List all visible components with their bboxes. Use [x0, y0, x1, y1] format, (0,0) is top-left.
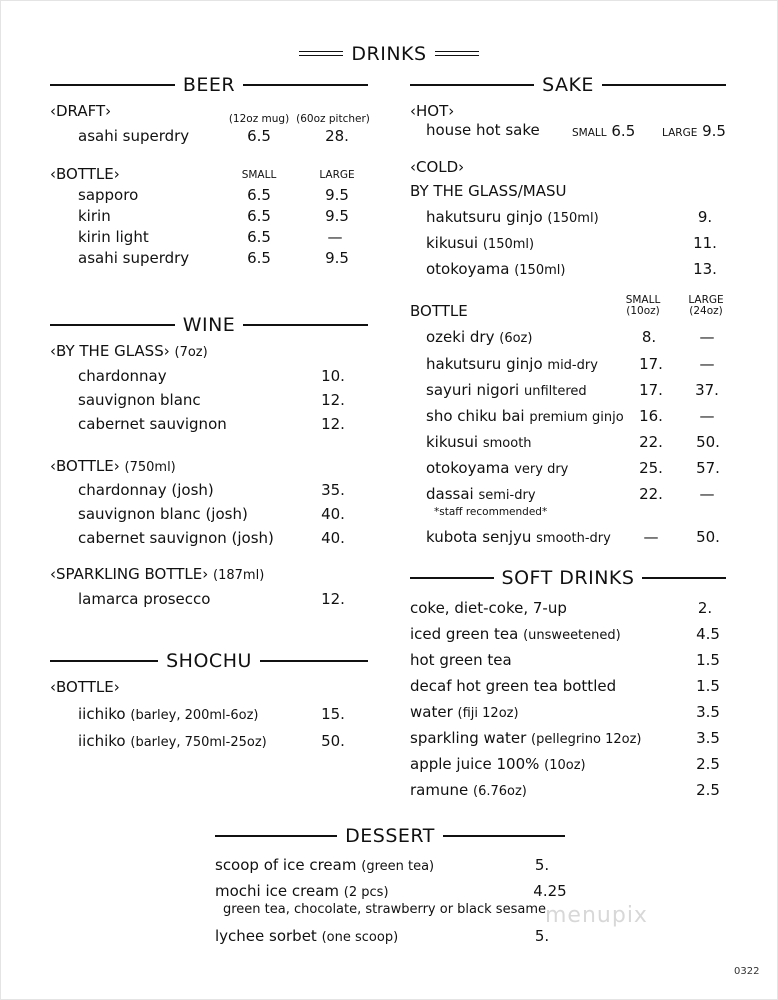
- soft-item: water (fiji 12oz): [410, 703, 519, 721]
- beer-col-pitcher: (60oz pitcher): [296, 113, 370, 125]
- wine-glass-label: ‹BY THE GLASS› (7oz): [50, 342, 208, 360]
- sake-glass-label: BY THE GLASS/MASU: [410, 182, 567, 200]
- sake-glass-item: otokoyama (150ml): [426, 260, 566, 278]
- sake-cold-label: ‹COLD›: [410, 158, 465, 176]
- sake-bottle-item: hakutsuru ginjo mid-dry: [426, 355, 598, 373]
- dessert-item: scoop of ice cream (green tea): [215, 856, 435, 874]
- soft-item: decaf hot green tea bottled: [410, 677, 617, 695]
- beer-bottle-label: ‹BOTTLE›: [50, 165, 120, 183]
- beer-bottle-name: sapporo: [78, 186, 139, 204]
- soft-item: hot green tea: [410, 651, 512, 669]
- dessert-price: 5.: [534, 856, 550, 874]
- wine-sparkling-price: 12.: [321, 590, 345, 608]
- beer-bottle-small: 6.5: [247, 186, 271, 204]
- soft-item: ramune (6.76oz): [410, 781, 527, 799]
- dessert-price: 4.25: [533, 882, 567, 900]
- beer-draft-mug-price: 6.5: [247, 127, 271, 145]
- sake-bottle-item: ozeki dry (6oz): [426, 328, 533, 346]
- beer-bottle-name: kirin: [78, 207, 111, 225]
- shochu-item: iichiko (barley, 200ml-6oz): [78, 705, 259, 723]
- soft-price: 4.5: [696, 625, 720, 643]
- beer-draft-pitcher-price: 28.: [325, 127, 349, 145]
- sake-col-small: SMALL (10oz): [625, 294, 661, 317]
- wine-bottle-label: ‹BOTTLE› (750ml): [50, 457, 176, 475]
- sake-bottle-large: 37.: [695, 381, 719, 399]
- wine-bottle-price: 35.: [321, 481, 345, 499]
- dessert-item: lychee sorbet (one scoop): [215, 927, 399, 945]
- wine-glass-price: 10.: [321, 367, 345, 385]
- menu-title-row: [0, 41, 778, 65]
- dessert-item: mochi ice cream (2 pcs): [215, 882, 389, 900]
- sake-bottle-large: —: [699, 328, 715, 346]
- sake-glass-item: hakutsuru ginjo (150ml): [426, 208, 599, 226]
- page-code: 0322: [734, 966, 760, 977]
- beer-bottle-small: 6.5: [247, 249, 271, 267]
- sake-glass-price: 13.: [693, 260, 717, 278]
- wine-bottle-price: 40.: [321, 529, 345, 547]
- wine-bottle-name: cabernet sauvignon (josh): [78, 529, 274, 547]
- sake-bottle-item: kubota senjyu smooth-dry: [426, 528, 611, 546]
- wine-bottle-price: 40.: [321, 505, 345, 523]
- sake-hot-name: house hot sake: [426, 121, 540, 139]
- sake-glass-price: 11.: [693, 234, 717, 252]
- wine-glass-price: 12.: [321, 415, 345, 433]
- soft-item: apple juice 100% (10oz): [410, 755, 586, 773]
- sake-col-large: LARGE (24oz): [688, 294, 724, 317]
- page-title: DRINKS: [351, 42, 427, 65]
- dessert-heading: DESSERT: [215, 825, 565, 847]
- sake-bottle-label: BOTTLE: [410, 302, 468, 320]
- wine-bottle-name: sauvignon blanc (josh): [78, 505, 248, 523]
- sake-bottle-small: 17.: [639, 355, 663, 373]
- beer-bottle-large: 9.5: [325, 207, 349, 225]
- beer-heading: BEER: [50, 74, 368, 96]
- beer-bottle-large: —: [327, 228, 343, 246]
- sake-bottle-large: —: [699, 355, 715, 373]
- beer-bottle-large: 9.5: [325, 186, 349, 204]
- shochu-bottle-label: ‹BOTTLE›: [50, 678, 120, 696]
- soft-drinks-heading: SOFT DRINKS: [410, 567, 726, 589]
- beer-col-large: LARGE: [319, 169, 355, 181]
- sake-glass-item: kikusui (150ml): [426, 234, 535, 252]
- soft-price: 2.5: [696, 755, 720, 773]
- sake-bottle-item: sho chiku bai premium ginjo: [426, 407, 624, 425]
- sake-bottle-small: 25.: [639, 459, 663, 477]
- wine-glass-name: cabernet sauvignon: [78, 415, 227, 433]
- soft-price: 3.5: [696, 703, 720, 721]
- sake-bottle-large: 50.: [696, 433, 720, 451]
- soft-price: 2.5: [696, 781, 720, 799]
- wine-sparkling-name: lamarca prosecco: [78, 590, 211, 608]
- soft-item: iced green tea (unsweetened): [410, 625, 621, 643]
- soft-price: 1.5: [696, 651, 720, 669]
- sake-bottle-large: —: [699, 407, 715, 425]
- sake-glass-price: 9.: [697, 208, 713, 226]
- sake-bottle-item: sayuri nigori unfiltered: [426, 381, 587, 399]
- sake-bottle-small: 22.: [639, 485, 663, 503]
- sake-hot-small: SMALL 6.5: [572, 122, 636, 140]
- beer-col-mug: (12oz mug): [228, 113, 290, 125]
- dessert-price: 5.: [534, 927, 550, 945]
- sake-bottle-large: 50.: [696, 528, 720, 546]
- beer-bottle-small: 6.5: [247, 207, 271, 225]
- sake-bottle-large: —: [699, 485, 715, 503]
- soft-item: sparkling water (pellegrino 12oz): [410, 729, 642, 747]
- wine-glass-price: 12.: [321, 391, 345, 409]
- sake-bottle-item: kikusui smooth: [426, 433, 532, 451]
- sake-staff-note: *staff recommended*: [434, 506, 548, 518]
- wine-heading: WINE: [50, 314, 368, 336]
- shochu-price: 15.: [321, 705, 345, 723]
- sake-bottle-small: 8.: [641, 328, 657, 346]
- sake-hot-large: LARGE 9.5: [662, 122, 726, 140]
- wine-sparkling-label: ‹SPARKLING BOTTLE› (187ml): [50, 565, 265, 583]
- beer-col-small: SMALL: [241, 169, 277, 181]
- title-rule-left: [299, 51, 343, 56]
- sake-bottle-large: 57.: [696, 459, 720, 477]
- wine-glass-name: sauvignon blanc: [78, 391, 201, 409]
- sake-bottle-item: dassai semi-dry: [426, 485, 536, 503]
- beer-bottle-name: kirin light: [78, 228, 149, 246]
- sake-bottle-small: —: [643, 528, 659, 546]
- shochu-heading: SHOCHU: [50, 650, 368, 672]
- soft-price: 2.: [697, 599, 713, 617]
- beer-draft-name: asahi superdry: [78, 127, 190, 145]
- dessert-mochi-flavors: green tea, chocolate, strawberry or black sesame: [223, 902, 546, 917]
- sake-bottle-small: 17.: [639, 381, 663, 399]
- soft-price: 3.5: [696, 729, 720, 747]
- watermark: menupix: [545, 903, 648, 928]
- sake-bottle-item: otokoyama very dry: [426, 459, 569, 477]
- shochu-item: iichiko (barley, 750ml-25oz): [78, 732, 267, 750]
- beer-bottle-small: 6.5: [247, 228, 271, 246]
- beer-bottle-large: 9.5: [325, 249, 349, 267]
- shochu-price: 50.: [321, 732, 345, 750]
- beer-draft-label: ‹DRAFT›: [50, 102, 112, 120]
- title-rule-right: [435, 51, 479, 56]
- wine-bottle-name: chardonnay (josh): [78, 481, 214, 499]
- sake-hot-label: ‹HOT›: [410, 102, 455, 120]
- sake-bottle-small: 16.: [639, 407, 663, 425]
- beer-bottle-name: asahi superdry: [78, 249, 190, 267]
- soft-price: 1.5: [696, 677, 720, 695]
- soft-item: coke, diet-coke, 7-up: [410, 599, 567, 617]
- sake-heading: SAKE: [410, 74, 726, 96]
- sake-bottle-small: 22.: [639, 433, 663, 451]
- wine-glass-name: chardonnay: [78, 367, 167, 385]
